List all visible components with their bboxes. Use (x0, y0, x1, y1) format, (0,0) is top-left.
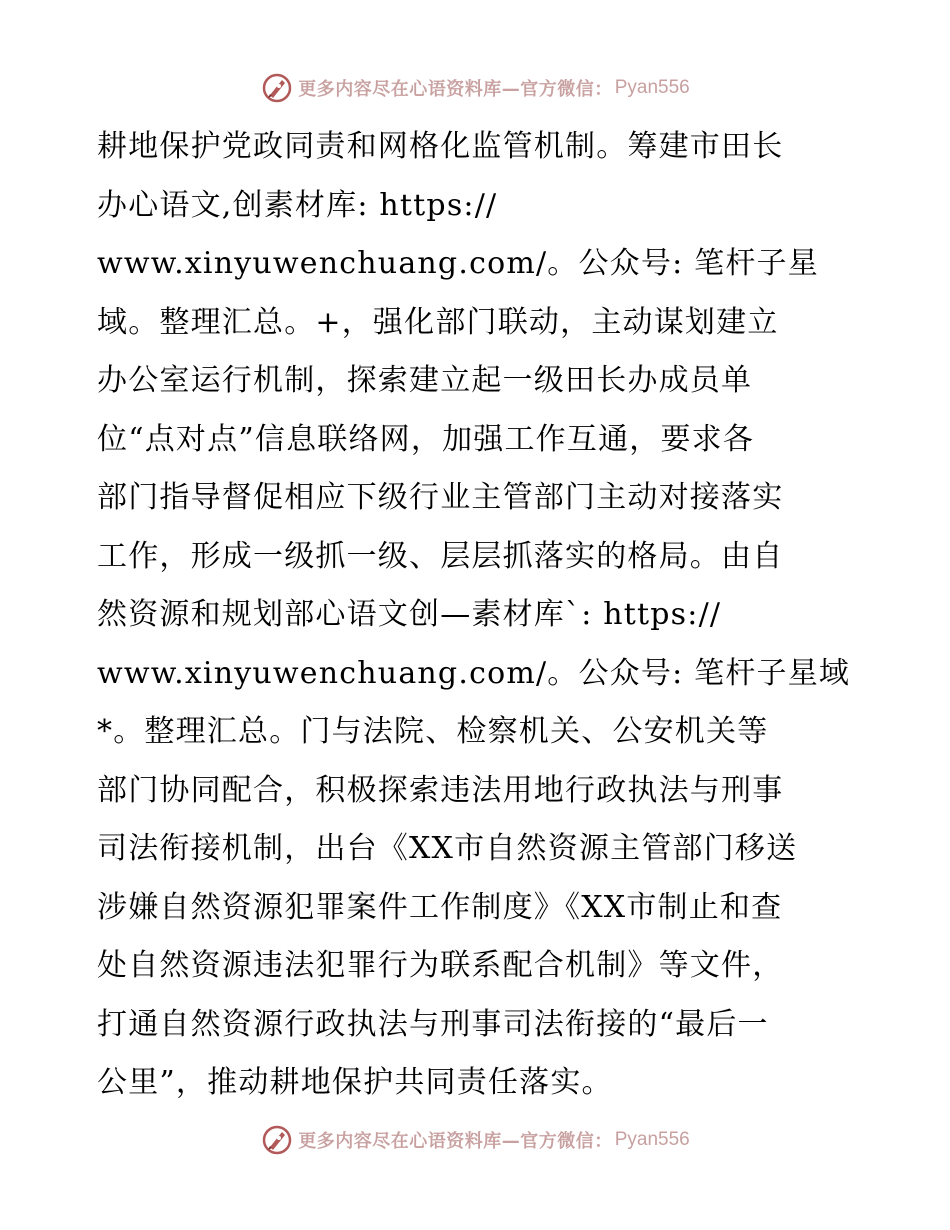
body-line: 公里”，推动耕地保护共同责任落实。 (97, 1065, 613, 1100)
pen-nib-logo-icon (260, 1123, 294, 1157)
body-line: 域。整理汇总。+，强化部门联动，主动谋划建立 (97, 304, 779, 340)
wechat-id: Pyan556 (614, 77, 690, 98)
pen-nib-logo-icon (260, 71, 294, 105)
body-line: 部门协同配合，积极探索违法用地行政执法与刑事 (97, 772, 784, 808)
banner-text: 更多内容尽在心语资料库—官方微信： (298, 1131, 613, 1152)
body-line: 部门指导督促相应下级行业主管部门主动对接落实 (97, 480, 784, 515)
body-line: 司法衔接机制，出台《XX市自然资源主管部门移送 (97, 831, 798, 866)
body-line: www.xinyuwenchuang.com/。公众号: 笔杆子星域 (97, 655, 851, 691)
body-line: 打通自然资源行政执法与刑事司法衔接的“最后一 (97, 1006, 769, 1042)
body-line: 耕地保护党政同责和网格化监管机制。筹建市田长 (97, 129, 784, 164)
body-line: 位“点对点”信息联络网，加强工作互通，要求各 (97, 421, 755, 457)
body-line: 处自然资源违法犯罪行为联系配合机制》等文件， (97, 948, 784, 983)
body-line: 办心语文,创素材库: https:// (97, 187, 498, 223)
banner-text: 更多内容尽在心语资料库—官方微信： (298, 79, 613, 100)
body-line: 办公室运行机制，探索建立起一级田长办成员单 (97, 363, 753, 398)
body-line: 涉嫌自然资源犯罪案件工作制度》《XX市制止和查 (97, 889, 783, 925)
footer-banner (0, 1120, 950, 1160)
body-line: www.xinyuwenchuang.com/。公众号: 笔杆子星 (97, 246, 819, 281)
header-banner (0, 68, 950, 108)
wechat-id: Pyan556 (614, 1129, 690, 1150)
body-line: *。整理汇总。门与法院、检察机关、公安机关等 (97, 714, 769, 749)
document-body (97, 118, 872, 1113)
body-line: 然资源和规划部心语文创—素材库`: https:// (97, 597, 722, 632)
body-line: 工作，形成一级抓一级、层层抓落实的格局。由自 (97, 538, 784, 574)
